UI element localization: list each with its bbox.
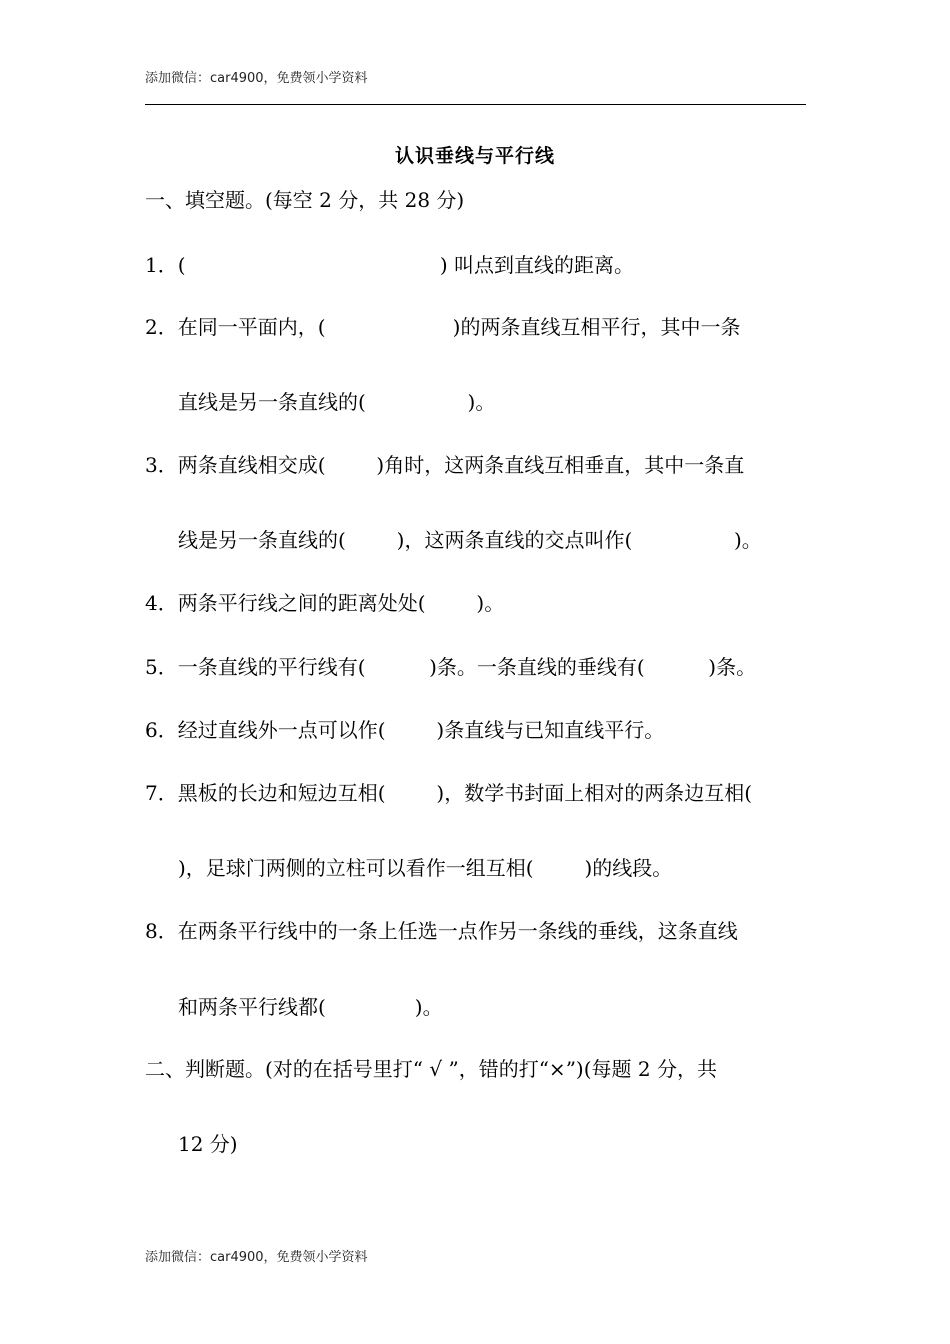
section-1-heading: 一、填空题。(每空 2 分，共 28 分) [145,188,465,212]
question-8-line-1: 8．在两条平行线中的一条上任选一点作另一条线的垂线，这条直线 [145,919,738,943]
header-divider [145,104,806,105]
section-2-heading-line-1: 二、判断题。(对的在括号里打“ √ ”，错的打“×”)(每题 2 分，共 [145,1057,717,1081]
question-1: 1．( ) 叫点到直线的距离。 [145,253,634,277]
question-5: 5．一条直线的平行线有( )条。一条直线的垂线有( )条。 [145,655,757,679]
question-3-line-1: 3．两条直线相交成( )角时，这两条直线互相垂直，其中一条直 [145,453,745,477]
question-4: 4．两条平行线之间的距离处处( )。 [145,591,505,615]
question-7-line-1: 7．黑板的长边和短边互相( )，数学书封面上相对的两条边互相( [145,781,752,805]
question-6: 6．经过直线外一点可以作( )条直线与已知直线平行。 [145,718,665,742]
question-2-line-2: 直线是另一条直线的( )。 [178,390,496,414]
question-2-line-1: 2．在同一平面内，( )的两条直线互相平行，其中一条 [145,315,741,339]
question-7-line-2: )，足球门两侧的立柱可以看作一组互相( )的线段。 [178,856,673,880]
header-note: 添加微信：car4900，免费领小学资料 [145,71,368,86]
footer-note: 添加微信：car4900，免费领小学资料 [145,1250,368,1265]
question-8-line-2: 和两条平行线都( )。 [178,995,443,1019]
section-2-heading-line-2: 12 分) [178,1132,238,1156]
page-title: 认识垂线与平行线 [394,145,555,167]
question-3-line-2: 线是另一条直线的( )，这两条直线的交点叫作( )。 [178,528,762,552]
